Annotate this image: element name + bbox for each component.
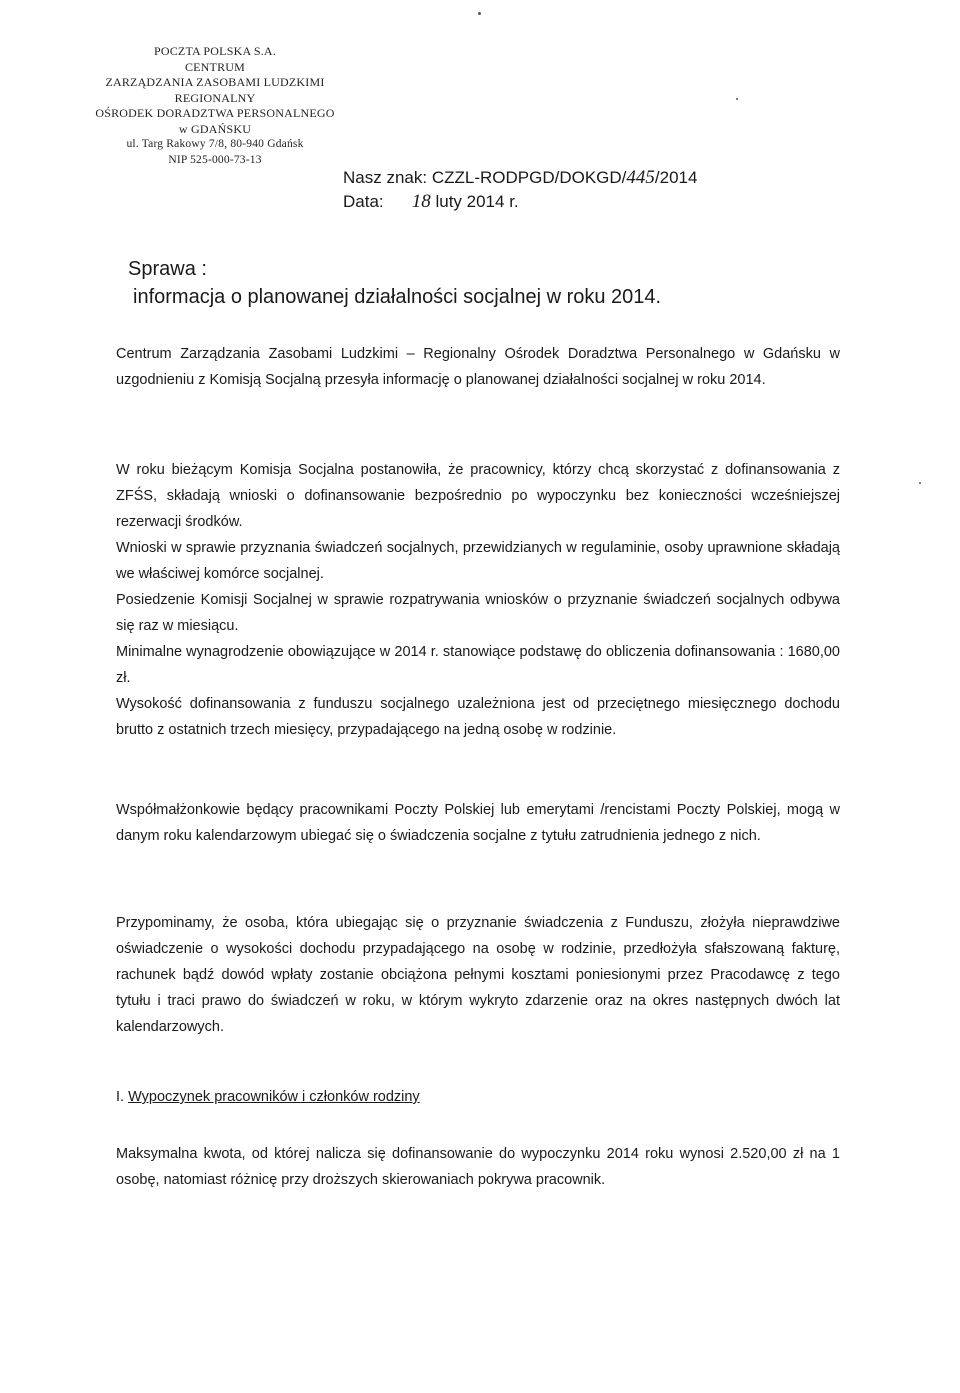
paragraph-text: Posiedzenie Komisji Socjalnej w sprawie rozpatrywania wniosków o przyznanie świadczeń socjalnych odbywa się raz w miesiącu. [116, 592, 840, 634]
paragraph-text: Przypominamy, że osoba, która ubiegając się o przyznanie świadczenia z Funduszu, złożyła nieprawdziwe oświadczenie o wysokości dochodu przypadającego na osobę w rodzinie, przedłożyła sfałszowaną fakturę, rachunek bądź dowód wpłaty zostanie obciążona pełnymi kosztami poniesionymi przez Pracodawcę z tego tytułu i traci prawo do świadczeń w roku, w którym wykryto zdarzenie oraz na okres następnych dwóch lat kalendarzowych. [116, 915, 840, 1035]
subject-block [128, 255, 661, 311]
sender-stamp [50, 44, 380, 168]
paragraph-text: W roku bieżącym Komisja Socjalna postanowiła, że pracownicy, którzy chcą skorzystać z dofinansowania z ZFŚS, składają wnioski o dofinansowanie bezpośrednio po wypoczynku bez konieczności wcześniejszej rezerwacji środków. [116, 462, 840, 530]
paragraph-spouses [116, 797, 840, 849]
paragraph-text: Centrum Zarządzania Zasobami Ludzkimi – Regionalny Ośrodek Doradztwa Personalnego w Gdańsku w uzgodnieniu z Komisją Socjalną przesyła informację o planowanej działalności socjalnej w roku 2014. [116, 346, 840, 388]
paragraph-reminder [116, 910, 840, 1040]
reference-line [343, 167, 697, 189]
date-label: Data: [343, 192, 384, 211]
date-rest: luty 2014 r. [435, 192, 519, 211]
date-line [343, 191, 697, 213]
reference-label: Nasz znak: [343, 168, 428, 187]
paragraph-text: Maksymalna kwota, od której nalicza się dofinansowanie do wypoczynku 2014 roku wynosi 2.520,00 zł na 1 osobę, natomiast różnicę przy droższych skierowaniach pokrywa pracownik. [116, 1146, 840, 1188]
paragraph-text: Wnioski w sprawie przyznania świadczeń socjalnych, przewidzianych w regulaminie, osoby uprawnione składają we właściwej komórce socjalnej. [116, 540, 840, 582]
paragraph-text: Wysokość dofinansowania z funduszu socjalnego uzależniona jest od przeciętnego miesięcznego dochodu brutto z ostatnich trzech miesięcy, przypadającego na jedną osobę w rodzinie. [116, 696, 840, 738]
subject-label: Sprawa : [128, 258, 207, 280]
stamp-line: ZARZĄDZANIA ZASOBAMI LUDZKIMI [105, 75, 325, 89]
reference-block [343, 167, 697, 213]
scan-speck [919, 482, 921, 484]
section-number: I. [116, 1089, 125, 1105]
paragraph-section-text [116, 1141, 840, 1193]
subject-title: informacja o planowanej działalności socjalnej w roku 2014. [133, 286, 662, 308]
stamp-line: w GDAŃSKU [178, 121, 252, 136]
stamp-line: OŚRODEK DORADZTWA PERSONALNEGO [95, 106, 335, 120]
paragraph-intro [116, 341, 840, 393]
paragraph-text: Minimalne wynagrodzenie obowiązujące w 2014 r. stanowiące podstawę do obliczenia dofinansowania : 1680,00 zł. [116, 644, 840, 686]
scan-speck [736, 98, 738, 100]
date-handwritten-day: 18 [411, 191, 431, 212]
stamp-nip: NIP 525-000-73-13 [168, 153, 262, 166]
scan-speck [478, 12, 481, 15]
paragraph-group-rules [116, 457, 840, 743]
section-title: Wypoczynek pracowników i członków rodziny [128, 1089, 420, 1105]
stamp-line: REGIONALNY [174, 90, 256, 105]
stamp-line: POCZTA POLSKA S.A. [153, 44, 276, 58]
reference-prefix: CZZL-RODPGD/DOKGD/ [431, 168, 627, 187]
paragraph-text: Współmałżonkowie będący pracownikami Poczty Polskiej lub emerytami /rencistami Poczty Polskiej, mogą w danym roku kalendarzowym ubiegać się o świadczenia socjalne z tytułu zatrudnienia jednego z nich. [116, 802, 840, 844]
stamp-address: ul. Targ Rakowy 7/8, 80-940 Gdańsk [126, 138, 304, 150]
stamp-line: CENTRUM [184, 59, 246, 74]
reference-handwritten-number: 445 [626, 167, 655, 188]
section-heading [116, 1089, 420, 1105]
reference-suffix: /2014 [654, 168, 698, 187]
